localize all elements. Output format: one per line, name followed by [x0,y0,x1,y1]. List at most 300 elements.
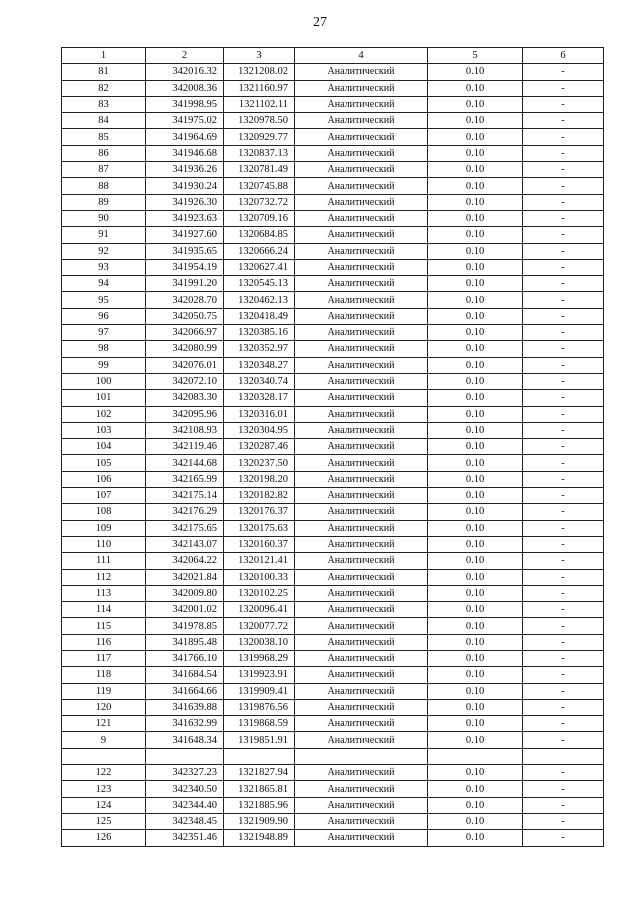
x-coordinate-cell: 341975.02 [146,113,224,129]
note-cell: - [523,129,604,145]
note-cell: - [523,520,604,536]
accuracy-cell: 0.10 [428,357,523,373]
x-coordinate-cell: 342064.22 [146,553,224,569]
y-coordinate-cell: 1320198.20 [224,471,295,487]
point-number-cell: 94 [62,276,146,292]
point-number-cell: 121 [62,716,146,732]
table-row [62,406,604,422]
x-coordinate-cell: 342072.10 [146,373,224,389]
table-row [62,569,604,585]
y-coordinate-cell: 1320328.17 [224,390,295,406]
accuracy-cell: 0.10 [428,96,523,112]
table-row [62,813,604,829]
accuracy-cell: 0.10 [428,406,523,422]
y-coordinate-cell: 1320100.33 [224,569,295,585]
point-number-cell: 114 [62,602,146,618]
method-cell: Аналитический [295,243,428,259]
note-cell: - [523,276,604,292]
accuracy-cell: 0.10 [428,455,523,471]
y-coordinate-cell: 1320287.46 [224,439,295,455]
method-cell: Аналитический [295,488,428,504]
method-cell: Аналитический [295,504,428,520]
method-cell: Аналитический [295,569,428,585]
accuracy-cell: 0.10 [428,243,523,259]
note-cell: - [523,373,604,389]
accuracy-cell: 0.10 [428,602,523,618]
accuracy-cell: 0.10 [428,553,523,569]
note-cell: - [523,585,604,601]
accuracy-cell: 0.10 [428,683,523,699]
method-cell: Аналитический [295,210,428,226]
table-row [62,227,604,243]
method-cell: Аналитический [295,585,428,601]
x-coordinate-cell: 342001.02 [146,602,224,618]
table-row [62,96,604,112]
column-header: 5 [428,48,523,64]
x-coordinate-cell: 342340.50 [146,781,224,797]
y-coordinate-cell: 1320038.10 [224,634,295,650]
point-number-cell: 81 [62,64,146,80]
table-row [62,781,604,797]
method-cell: Аналитический [295,553,428,569]
accuracy-cell: 0.10 [428,194,523,210]
column-header: 6 [523,48,604,64]
x-coordinate-cell: 342351.46 [146,830,224,846]
method-cell: Аналитический [295,683,428,699]
table-row [62,373,604,389]
point-number-cell [62,748,146,764]
point-number-cell: 123 [62,781,146,797]
table-row [62,748,604,764]
table-row [62,113,604,129]
table-row [62,732,604,748]
point-number-cell: 90 [62,210,146,226]
y-coordinate-cell: 1319909.41 [224,683,295,699]
note-cell: - [523,80,604,96]
x-coordinate-cell: 342021.84 [146,569,224,585]
x-coordinate-cell: 342083.30 [146,390,224,406]
point-number-cell: 9 [62,732,146,748]
y-coordinate-cell: 1320182.82 [224,488,295,504]
column-header: 1 [62,48,146,64]
method-cell: Аналитический [295,308,428,324]
note-cell: - [523,210,604,226]
method-cell: Аналитический [295,227,428,243]
note-cell: - [523,357,604,373]
method-cell: Аналитический [295,96,428,112]
y-coordinate-cell: 1320340.74 [224,373,295,389]
point-number-cell: 101 [62,390,146,406]
accuracy-cell: 0.10 [428,80,523,96]
note-cell: - [523,716,604,732]
point-number-cell: 97 [62,325,146,341]
x-coordinate-cell: 341991.20 [146,276,224,292]
method-cell: Аналитический [295,471,428,487]
table-row [62,439,604,455]
y-coordinate-cell: 1320627.41 [224,259,295,275]
x-coordinate-cell: 341664.66 [146,683,224,699]
x-coordinate-cell: 342108.93 [146,422,224,438]
note-cell: - [523,308,604,324]
x-coordinate-cell: 341766.10 [146,650,224,666]
y-coordinate-cell: 1320709.16 [224,210,295,226]
note-cell: - [523,325,604,341]
note-cell: - [523,765,604,781]
point-number-cell: 98 [62,341,146,357]
note-cell: - [523,683,604,699]
accuracy-cell: 0.10 [428,276,523,292]
x-coordinate-cell: 342076.01 [146,357,224,373]
point-number-cell: 88 [62,178,146,194]
x-coordinate-cell: 342050.75 [146,308,224,324]
accuracy-cell: 0.10 [428,308,523,324]
y-coordinate-cell: 1320176.37 [224,504,295,520]
point-number-cell: 120 [62,699,146,715]
y-coordinate-cell: 1320666.24 [224,243,295,259]
x-coordinate-cell: 342009.80 [146,585,224,601]
note-cell: - [523,455,604,471]
table-row [62,64,604,80]
accuracy-cell: 0.10 [428,634,523,650]
y-coordinate-cell: 1320781.49 [224,162,295,178]
point-number-cell: 107 [62,488,146,504]
method-cell: Аналитический [295,162,428,178]
method-cell: Аналитический [295,536,428,552]
method-cell: Аналитический [295,520,428,536]
note-cell: - [523,732,604,748]
accuracy-cell: 0.10 [428,373,523,389]
note-cell: - [523,390,604,406]
note-cell: - [523,618,604,634]
y-coordinate-cell: 1320462.13 [224,292,295,308]
y-coordinate-cell: 1320160.37 [224,536,295,552]
accuracy-cell: 0.10 [428,667,523,683]
method-cell: Аналитический [295,194,428,210]
y-coordinate-cell: 1319876.56 [224,699,295,715]
page-number: 27 [313,15,327,30]
y-coordinate-cell: 1320385.16 [224,325,295,341]
x-coordinate-cell: 342095.96 [146,406,224,422]
point-number-cell: 125 [62,813,146,829]
note-cell: - [523,602,604,618]
note-cell: - [523,243,604,259]
table-row [62,325,604,341]
method-cell: Аналитический [295,634,428,650]
note-cell: - [523,634,604,650]
table-row [62,683,604,699]
x-coordinate-cell: 341684.54 [146,667,224,683]
method-cell: Аналитический [295,113,428,129]
point-number-cell: 100 [62,373,146,389]
accuracy-cell: 0.10 [428,488,523,504]
point-number-cell: 93 [62,259,146,275]
y-coordinate-cell: 1320837.13 [224,145,295,161]
note-cell: - [523,553,604,569]
y-coordinate-cell: 1321948.89 [224,830,295,846]
table-row [62,162,604,178]
accuracy-cell: 0.10 [428,178,523,194]
table-row [62,520,604,536]
method-cell: Аналитический [295,341,428,357]
y-coordinate-cell: 1319851.91 [224,732,295,748]
point-number-cell: 104 [62,439,146,455]
point-number-cell: 87 [62,162,146,178]
x-coordinate-cell: 342348.45 [146,813,224,829]
method-cell: Аналитический [295,618,428,634]
method-cell: Аналитический [295,406,428,422]
table-row [62,553,604,569]
note-cell: - [523,813,604,829]
accuracy-cell: 0.10 [428,650,523,666]
note-cell: - [523,569,604,585]
table-row [62,667,604,683]
y-coordinate-cell: 1319968.29 [224,650,295,666]
note-cell [523,748,604,764]
table-row [62,259,604,275]
table-row [62,634,604,650]
table-row [62,455,604,471]
y-coordinate-cell: 1320978.50 [224,113,295,129]
note-cell: - [523,471,604,487]
accuracy-cell: 0.10 [428,781,523,797]
point-number-cell: 89 [62,194,146,210]
y-coordinate-cell: 1321909.90 [224,813,295,829]
accuracy-cell: 0.10 [428,145,523,161]
note-cell: - [523,162,604,178]
note-cell: - [523,797,604,813]
method-cell: Аналитический [295,732,428,748]
y-coordinate-cell: 1320077.72 [224,618,295,634]
x-coordinate-cell: 342144.68 [146,455,224,471]
method-cell: Аналитический [295,325,428,341]
table-row [62,488,604,504]
x-coordinate-cell: 342008.36 [146,80,224,96]
x-coordinate-cell: 341930.24 [146,178,224,194]
method-cell: Аналитический [295,716,428,732]
y-coordinate-cell: 1320684.85 [224,227,295,243]
point-number-cell: 115 [62,618,146,634]
point-number-cell: 126 [62,830,146,846]
point-number-cell: 106 [62,471,146,487]
y-coordinate-cell: 1320237.50 [224,455,295,471]
method-cell: Аналитический [295,830,428,846]
y-coordinate-cell: 1321865.81 [224,781,295,797]
point-number-cell: 118 [62,667,146,683]
table-row [62,390,604,406]
x-coordinate-cell: 341936.26 [146,162,224,178]
table-row [62,422,604,438]
table-row [62,602,604,618]
method-cell: Аналитический [295,145,428,161]
coordinates-table [61,47,604,847]
x-coordinate-cell: 342143.07 [146,536,224,552]
column-header: 3 [224,48,295,64]
y-coordinate-cell: 1320545.13 [224,276,295,292]
x-coordinate-cell: 341923.63 [146,210,224,226]
point-number-cell: 112 [62,569,146,585]
table-row [62,536,604,552]
method-cell: Аналитический [295,373,428,389]
table-row [62,292,604,308]
table-header-row [62,48,604,64]
x-coordinate-cell: 341946.68 [146,145,224,161]
x-coordinate-cell: 341998.95 [146,96,224,112]
accuracy-cell: 0.10 [428,618,523,634]
x-coordinate-cell: 342066.97 [146,325,224,341]
x-coordinate-cell: 341954.19 [146,259,224,275]
table-row [62,650,604,666]
table-row [62,178,604,194]
point-number-cell: 86 [62,145,146,161]
note-cell: - [523,64,604,80]
point-number-cell: 109 [62,520,146,536]
column-header: 4 [295,48,428,64]
method-cell: Аналитический [295,259,428,275]
point-number-cell: 124 [62,797,146,813]
point-number-cell: 92 [62,243,146,259]
point-number-cell: 122 [62,765,146,781]
method-cell: Аналитический [295,813,428,829]
y-coordinate-cell: 1320102.25 [224,585,295,601]
x-coordinate-cell: 341927.60 [146,227,224,243]
x-coordinate-cell: 341964.69 [146,129,224,145]
accuracy-cell: 0.10 [428,227,523,243]
table-row [62,797,604,813]
method-cell: Аналитический [295,455,428,471]
note-cell: - [523,650,604,666]
point-number-cell: 96 [62,308,146,324]
accuracy-cell: 0.10 [428,259,523,275]
note-cell: - [523,178,604,194]
table-row [62,80,604,96]
x-coordinate-cell: 342165.99 [146,471,224,487]
note-cell: - [523,227,604,243]
method-cell: Аналитический [295,357,428,373]
point-number-cell: 116 [62,634,146,650]
point-number-cell: 103 [62,422,146,438]
method-cell: Аналитический [295,292,428,308]
method-cell: Аналитический [295,80,428,96]
x-coordinate-cell [146,748,224,764]
accuracy-cell: 0.10 [428,129,523,145]
table-row [62,276,604,292]
accuracy-cell: 0.10 [428,520,523,536]
y-coordinate-cell: 1320732.72 [224,194,295,210]
y-coordinate-cell: 1320316.01 [224,406,295,422]
note-cell: - [523,439,604,455]
x-coordinate-cell: 341935.65 [146,243,224,259]
table-row [62,618,604,634]
x-coordinate-cell: 342080.99 [146,341,224,357]
table-row [62,585,604,601]
point-number-cell: 110 [62,536,146,552]
note-cell: - [523,699,604,715]
method-cell: Аналитический [295,390,428,406]
table-row [62,765,604,781]
x-coordinate-cell: 341639.88 [146,699,224,715]
method-cell: Аналитический [295,667,428,683]
table-row [62,471,604,487]
table-row [62,357,604,373]
x-coordinate-cell: 342016.32 [146,64,224,80]
note-cell: - [523,341,604,357]
note-cell: - [523,667,604,683]
y-coordinate-cell [224,748,295,764]
point-number-cell: 83 [62,96,146,112]
table-row [62,504,604,520]
note-cell: - [523,292,604,308]
note-cell: - [523,96,604,112]
note-cell: - [523,145,604,161]
method-cell: Аналитический [295,178,428,194]
method-cell: Аналитический [295,765,428,781]
accuracy-cell: 0.10 [428,569,523,585]
point-number-cell: 102 [62,406,146,422]
y-coordinate-cell: 1320418.49 [224,308,295,324]
accuracy-cell [428,748,523,764]
table-row [62,243,604,259]
method-cell: Аналитический [295,276,428,292]
point-number-cell: 84 [62,113,146,129]
x-coordinate-cell: 341632.99 [146,716,224,732]
x-coordinate-cell: 341978.85 [146,618,224,634]
accuracy-cell: 0.10 [428,797,523,813]
method-cell: Аналитический [295,797,428,813]
table-row [62,716,604,732]
accuracy-cell: 0.10 [428,439,523,455]
x-coordinate-cell: 342176.29 [146,504,224,520]
table-row [62,341,604,357]
method-cell: Аналитический [295,439,428,455]
x-coordinate-cell: 341648.34 [146,732,224,748]
note-cell: - [523,406,604,422]
note-cell: - [523,781,604,797]
x-coordinate-cell: 341895.48 [146,634,224,650]
note-cell: - [523,536,604,552]
x-coordinate-cell: 342344.40 [146,797,224,813]
method-cell: Аналитический [295,781,428,797]
x-coordinate-cell: 342119.46 [146,439,224,455]
method-cell: Аналитический [295,64,428,80]
method-cell: Аналитический [295,129,428,145]
accuracy-cell: 0.10 [428,830,523,846]
table-row [62,210,604,226]
note-cell: - [523,113,604,129]
method-cell: Аналитический [295,650,428,666]
y-coordinate-cell: 1320348.27 [224,357,295,373]
accuracy-cell: 0.10 [428,422,523,438]
y-coordinate-cell: 1320175.63 [224,520,295,536]
y-coordinate-cell: 1321208.02 [224,64,295,80]
table-body [62,64,604,846]
accuracy-cell: 0.10 [428,585,523,601]
point-number-cell: 85 [62,129,146,145]
y-coordinate-cell: 1321827.94 [224,765,295,781]
accuracy-cell: 0.10 [428,765,523,781]
point-number-cell: 113 [62,585,146,601]
x-coordinate-cell: 342327.23 [146,765,224,781]
y-coordinate-cell: 1320929.77 [224,129,295,145]
accuracy-cell: 0.10 [428,716,523,732]
y-coordinate-cell: 1320096.41 [224,602,295,618]
point-number-cell: 105 [62,455,146,471]
accuracy-cell: 0.10 [428,162,523,178]
y-coordinate-cell: 1320352.97 [224,341,295,357]
y-coordinate-cell: 1320304.95 [224,422,295,438]
accuracy-cell: 0.10 [428,536,523,552]
accuracy-cell: 0.10 [428,341,523,357]
accuracy-cell: 0.10 [428,390,523,406]
